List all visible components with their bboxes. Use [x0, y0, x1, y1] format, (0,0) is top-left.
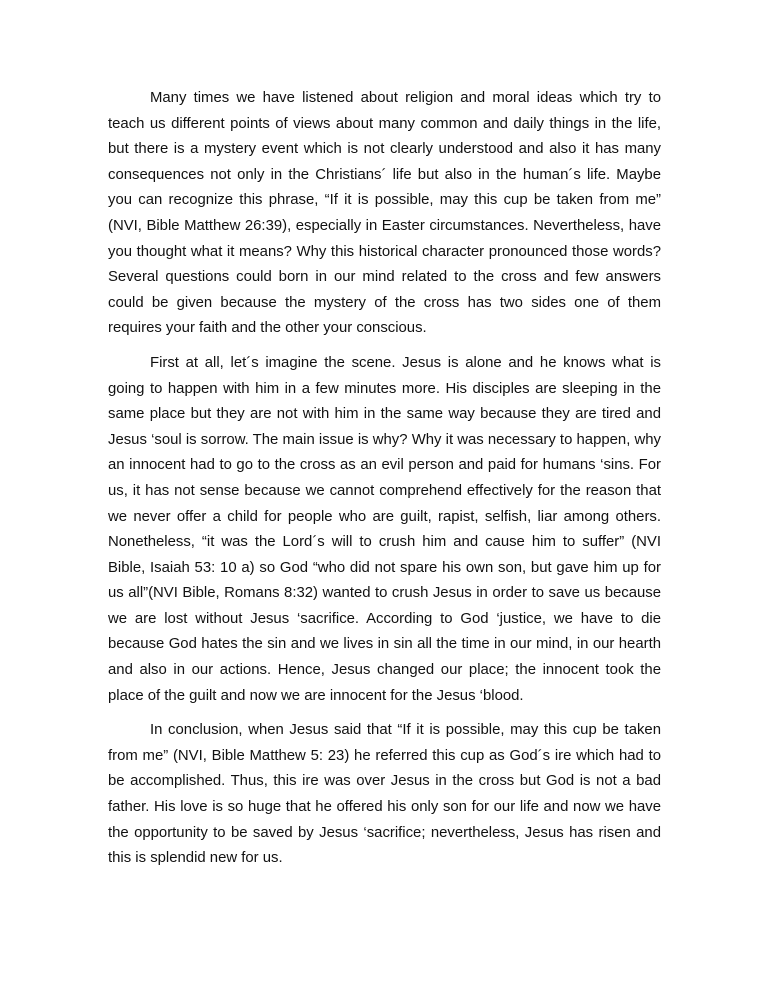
paragraph-introduction: Many times we have listened about religion and moral ideas which try to teach us different points of views about many common and daily things in the life, but there is a mystery event which is not clearly understood and also it has many consequences not only in the Christians´ life but also in the human´s life. Maybe you can recognize this phrase, “If it is possible, may this cup be taken from me” (NVI, Bible Matthew 26:39), especially in Easter circumstances. Nevertheless, have you thought what it means? Why this historical character pronounced those words? Several questions could born in our mind related to the cross and few answers could be given because the mystery of the cross has two sides one of them requires your faith and the other your conscious.: [108, 90, 661, 337]
paragraph-scene: First at all, let´s imagine the scene. Jesus is alone and he knows what is going to happen with him in a few minutes more. His disciples are sleeping in the same place but they are not with him in the same way because they are tired and Jesus ‘soul is sorrow. The main issue is why? Why it was necessary to happen, why an innocent had to go to the cross as an evil person and paid for humans ‘sins. For us, it has not sense because we cannot comprehend effectively for the reason that we never offer a child for people who are guilt, rapist, selfish, liar among others. Nonetheless, “it was the Lord´s will to crush him and cause him to suffer” (NVI Bible, Isaiah 53: 10 a) so God “who did not spare his own son, but gave him up for us all”(NVI Bible, Romans 8:32) wanted to crush Jesus in order to save us because we are lost without Jesus ‘sacrifice. According to God ‘justice, we have to die because God hates the sin and we lives in sin all the time in our mind, in our hearth and also in our actions. Hence, Jesus changed our place; the innocent took the place of the guilt and now we are innocent for the Jesus ‘blood.: [108, 354, 661, 704]
paragraph-conclusion: In conclusion, when Jesus said that “If it is possible, may this cup be taken from me” (NVI, Bible Matthew 5: 23) he referred this cup as God´s ire which had to be accomplished. Thus, this ire was over Jesus in the cross but God is not a bad father. His love is so huge that he offered his only son for our life and now we have the opportunity to be saved by Jesus ‘sacrifice; nevertheless, Jesus has risen and this is splendid new for us.: [108, 722, 661, 867]
essay-body: [108, 86, 661, 872]
